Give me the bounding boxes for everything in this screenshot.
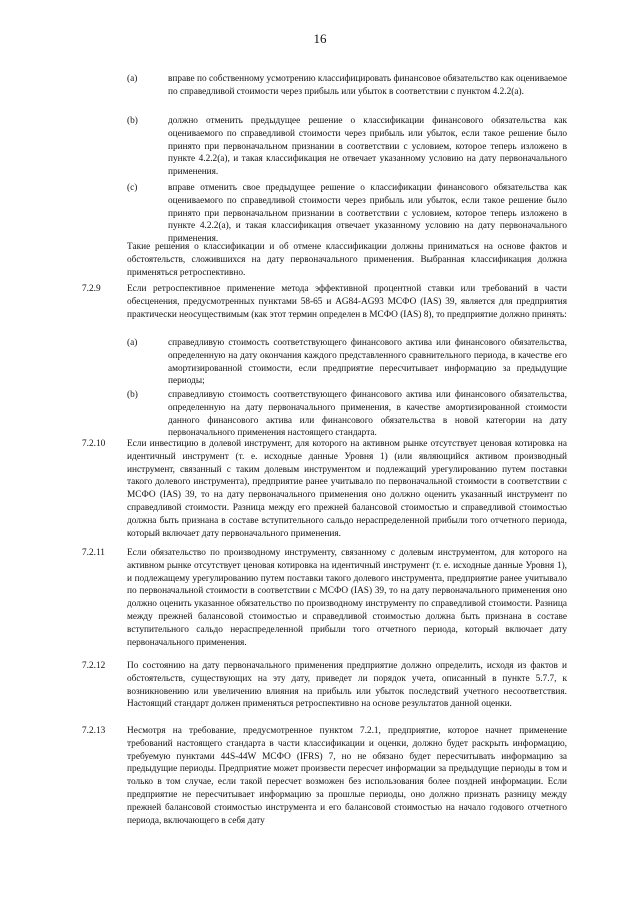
- section-7-2-9-item-b-label: (b): [127, 390, 138, 400]
- section-7-2-9-item-a-label: (a): [127, 338, 138, 348]
- section-7-2-9-text: Если ретроспективное применение метода эффективной процентной ставки или требований в части обесценения, предусмотренных пунктами 58-65 и AG84-AG93 МСФО (IAS) 39, является для предприятия практически неосуществимым (как этот термин определен в МСФО (IAS) 8), то предприятие должно принять:: [127, 284, 567, 320]
- section-7-2-13-text: Несмотря на требование, предусмотренное пунктом 7.2.1, предприятие, которое начнет применение требований настоящего стандарта в части классификации и оценки, должно будет раскрыть информацию, требуемую пунктами 44S-44W МСФО (IFRS) 7, но не обязано будет пересчитывать информацию за предыдущие периоды. Предприятие может произвести пересчет информации за предыдущие периоды в том и только в том случае, если такой пересчет возможен без использования более поздней информации. Если предприятие не пересчитывает информацию за прошлые периоды, оно должно признать разницу между прежней балансовой стоимостью инструмента и его балансовой стоимостью на начало годового отчетного периода, включающего в себя дату: [127, 726, 567, 826]
- section-7-2-11-number: 7.2.11: [82, 548, 105, 558]
- item-b-label: (b): [127, 116, 138, 126]
- page-number: 16: [313, 31, 327, 46]
- section-7-2-9-number: 7.2.9: [82, 284, 101, 294]
- item-c-label: (c): [127, 183, 138, 193]
- section-7-2-11-text: Если обязательство по производному инструменту, связанному с долевым инструментом, для которого на активном рынке отсутствует ценовая котировка на идентичный инструмент (т. е. исходные данные Уровня 1), и подлежащему урегулированию путем поставки такого долевого инструмента, предприятие ранее учитывало по первоначальной стоимости в соответствии с МСФО (IAS) 39, то на дату первоначального применения оно должно оценить указанное обязательство по производному инструменту по справедливой стоимости. Разница между прежней балансовой стоимостью и справедливой стоимостью должна быть признана в составе вступительного сальдо нераспределенной прибыли того отчетного периода, который включает дату первоначального применения.: [127, 548, 567, 648]
- item-c-text: вправе отменить свое предыдущее решение о классификации финансового обязательства как оцениваемого по справедливой стоимости через прибыль или убыток, если такое решение было принято при первоначальном признании в соответствии с условием, которое теперь изложено в пункте 4.2.2(a), и такая классификация отвечает указанному условию на дату первоначального применения.: [168, 183, 567, 245]
- item-a-text: вправе по собственному усмотрению классифицировать финансовое обязательство как оцениваемое по справедливой стоимости через прибыль или убыток в соответствии с пунктом 4.2.2(a).: [168, 74, 567, 97]
- item-b-text: должно отменить предыдущее решение о классификации финансового обязательства как оцениваемого по справедливой стоимости через прибыль или убыток, если такое решение было принято при первоначальном признании в соответствии с условием, которое теперь изложено в пункте 4.2.2(a), и такая классификация не отвечает указанному условию на дату первоначального применения.: [168, 116, 567, 178]
- section-7-2-10-text: Если инвестицию в долевой инструмент, для которого на активном рынке отсутствует ценовая котировка на идентичный инструмент (т. е. исходные данные Уровня 1) (или являющийся активом производный инструмент, связанный с таким долевым инструментом и подлежащий урегулированию путем поставки такого долевого инструмента), предприятие ранее учитывало по первоначальной стоимости в соответствии с МСФО (IAS) 39, то на дату первоначального применения оно должно оценить указанный инструмент по справедливой стоимости. Разница между его прежней балансовой стоимостью и справедливой стоимостью должна быть признана в составе вступительного сальдо нераспределенной прибыли того отчетного периода, который включает дату первоначального применения.: [127, 439, 567, 539]
- section-7-2-9-item-b-text: справедливую стоимость соответствующего финансового актива или финансового обязательства, определенную на дату первоначального применения, в качестве амортизированной стоимости данного финансового актива или финансового обязательства в новой категории на дату первоначального применения настоящего стандарта.: [168, 390, 567, 439]
- classification-summary-paragraph: Такие решения о классификации и об отмене классификации должны приниматься на основе фактов и обстоятельств, сложившихся на дату первоначального применения. Выбранная классификация должна применяться ретроспективно.: [127, 242, 567, 278]
- section-7-2-13-number: 7.2.13: [82, 726, 106, 736]
- section-7-2-12-text: По состоянию на дату первоначального применения предприятие должно определить, исходя из фактов и обстоятельств, существующих на эту дату, приведет ли порядок учета, описанный в пункте 5.7.7, к возникновению или увеличению влияния на прибыль или убыток последствий учетного несоответствия. Настоящий стандарт должен применяться ретроспективно на основе результатов данной оценки.: [127, 661, 567, 710]
- section-7-2-10-number: 7.2.10: [82, 439, 106, 449]
- section-7-2-12-number: 7.2.12: [82, 661, 106, 671]
- section-7-2-9-item-a-text: справедливую стоимость соответствующего финансового актива или финансового обязательства, определенную на дату окончания каждого представленного сравнительного периода, в качестве его амортизированной стоимости, если предприятие пересчитывает информацию за предыдущие периоды;: [168, 338, 567, 387]
- item-a-label: (a): [127, 74, 138, 84]
